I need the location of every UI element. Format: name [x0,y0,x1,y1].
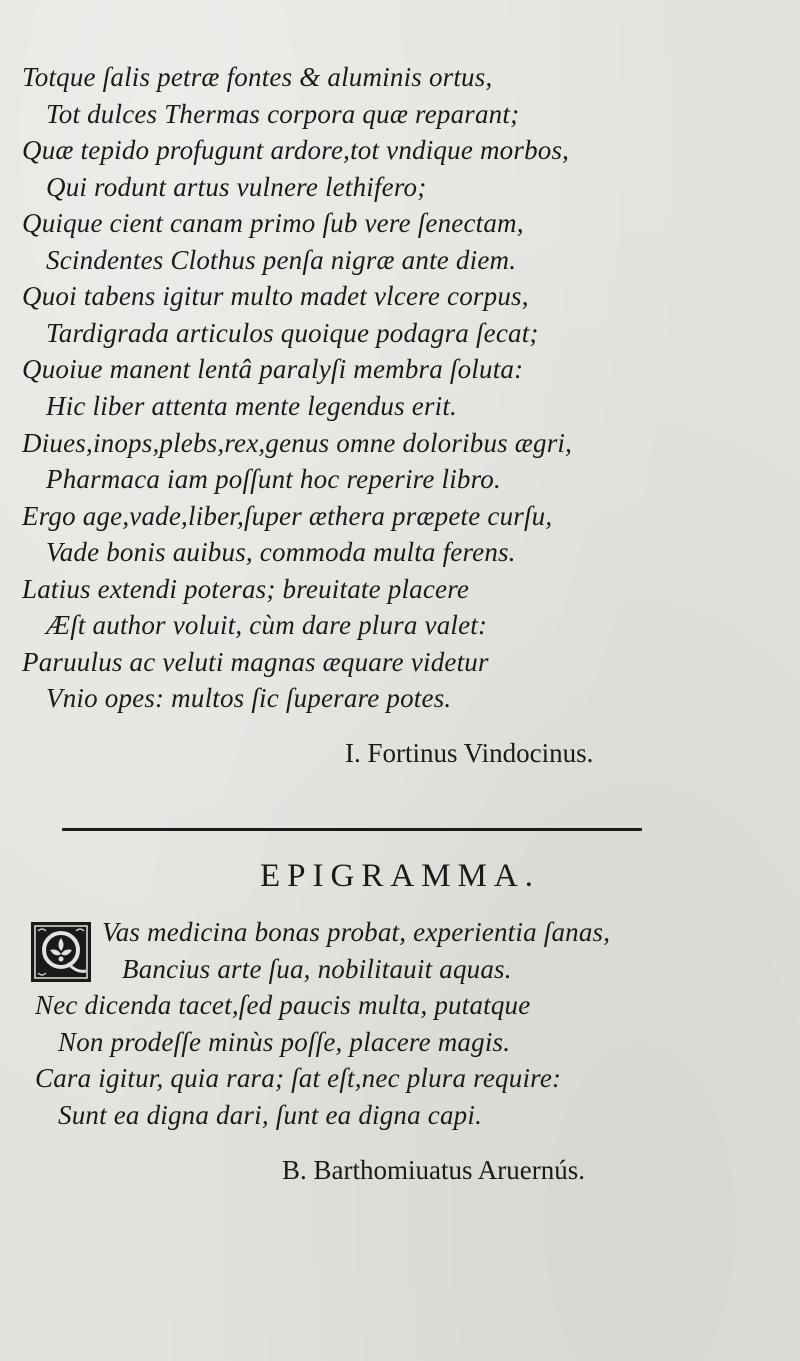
poem-line: Vnio opes: multos ſic ſuperare potes. [46,683,452,713]
epigram-line: Non prodeſſe minùs poſſe, placere magis. [58,1027,511,1057]
poem-line: Vade bonis auibus, commoda multa ferens. [46,537,516,567]
poem-line: Latius extendi poteras; breuitate placere [22,574,470,604]
poem-line: Scindentes Clothus penſa nigræ ante diem. [46,245,517,275]
poem-line: Qui rodunt artus vulnere lethifero; [46,172,427,202]
poem-line: Quoiue manent lentâ paralyſi membra ſoluta: [22,354,524,384]
poem-line: Ergo age,vade,liber,ſuper æthera præpete curſu, [22,501,553,531]
poem-line: Paruulus ac veluti magnas æquare videtur [22,647,489,677]
poem-line: Quæ tepido profugunt ardore,tot vndique morbos, [22,135,570,165]
poem-line: Tardigrada articulos quoique podagra ſecat; [46,318,539,348]
epigram-line: Bancius arte ſua, nobilitauit aquas. [122,954,512,984]
poem-line: Tot dulces Thermas corpora quæ reparant; [46,99,520,129]
poem-signature: I. Fortinus Vindocinus. [345,738,594,768]
epigram-line: Cara igitur, quia rara; ſat eſt,nec plura require: [35,1063,562,1093]
poem-line: Hic liber attenta mente legendus erit. [46,391,458,421]
epigram-line: Nec dicenda tacet,ſed paucis multa, putatque [35,990,531,1020]
poem-line: Æſt author voluit, cùm dare plura valet: [46,610,488,640]
epigram-heading: EPIGRAMMA. [260,858,540,894]
poem-line: Pharmaca iam poſſunt hoc reperire libro. [46,464,501,494]
poem-line: Diues,inops,plebs,rex,genus omne doloribus ægri, [22,428,573,458]
epigram-signature: B. Barthomiuatus Aruernús. [282,1155,585,1185]
section-divider [62,828,642,831]
ornamental-initial-Q-icon [30,921,92,983]
poem-line: Totque ſalis petræ fontes & aluminis ortus, [22,62,493,92]
poem-line: Quoi tabens igitur multo madet vlcere corpus, [22,281,529,311]
poem-line: Quique cient canam primo ſub vere ſenectam, [22,208,524,238]
epigram-line: Vas medicina bonas probat, experientia ſanas, [102,917,611,947]
epigram-line: Sunt ea digna dari, ſunt ea digna capi. [58,1100,483,1130]
